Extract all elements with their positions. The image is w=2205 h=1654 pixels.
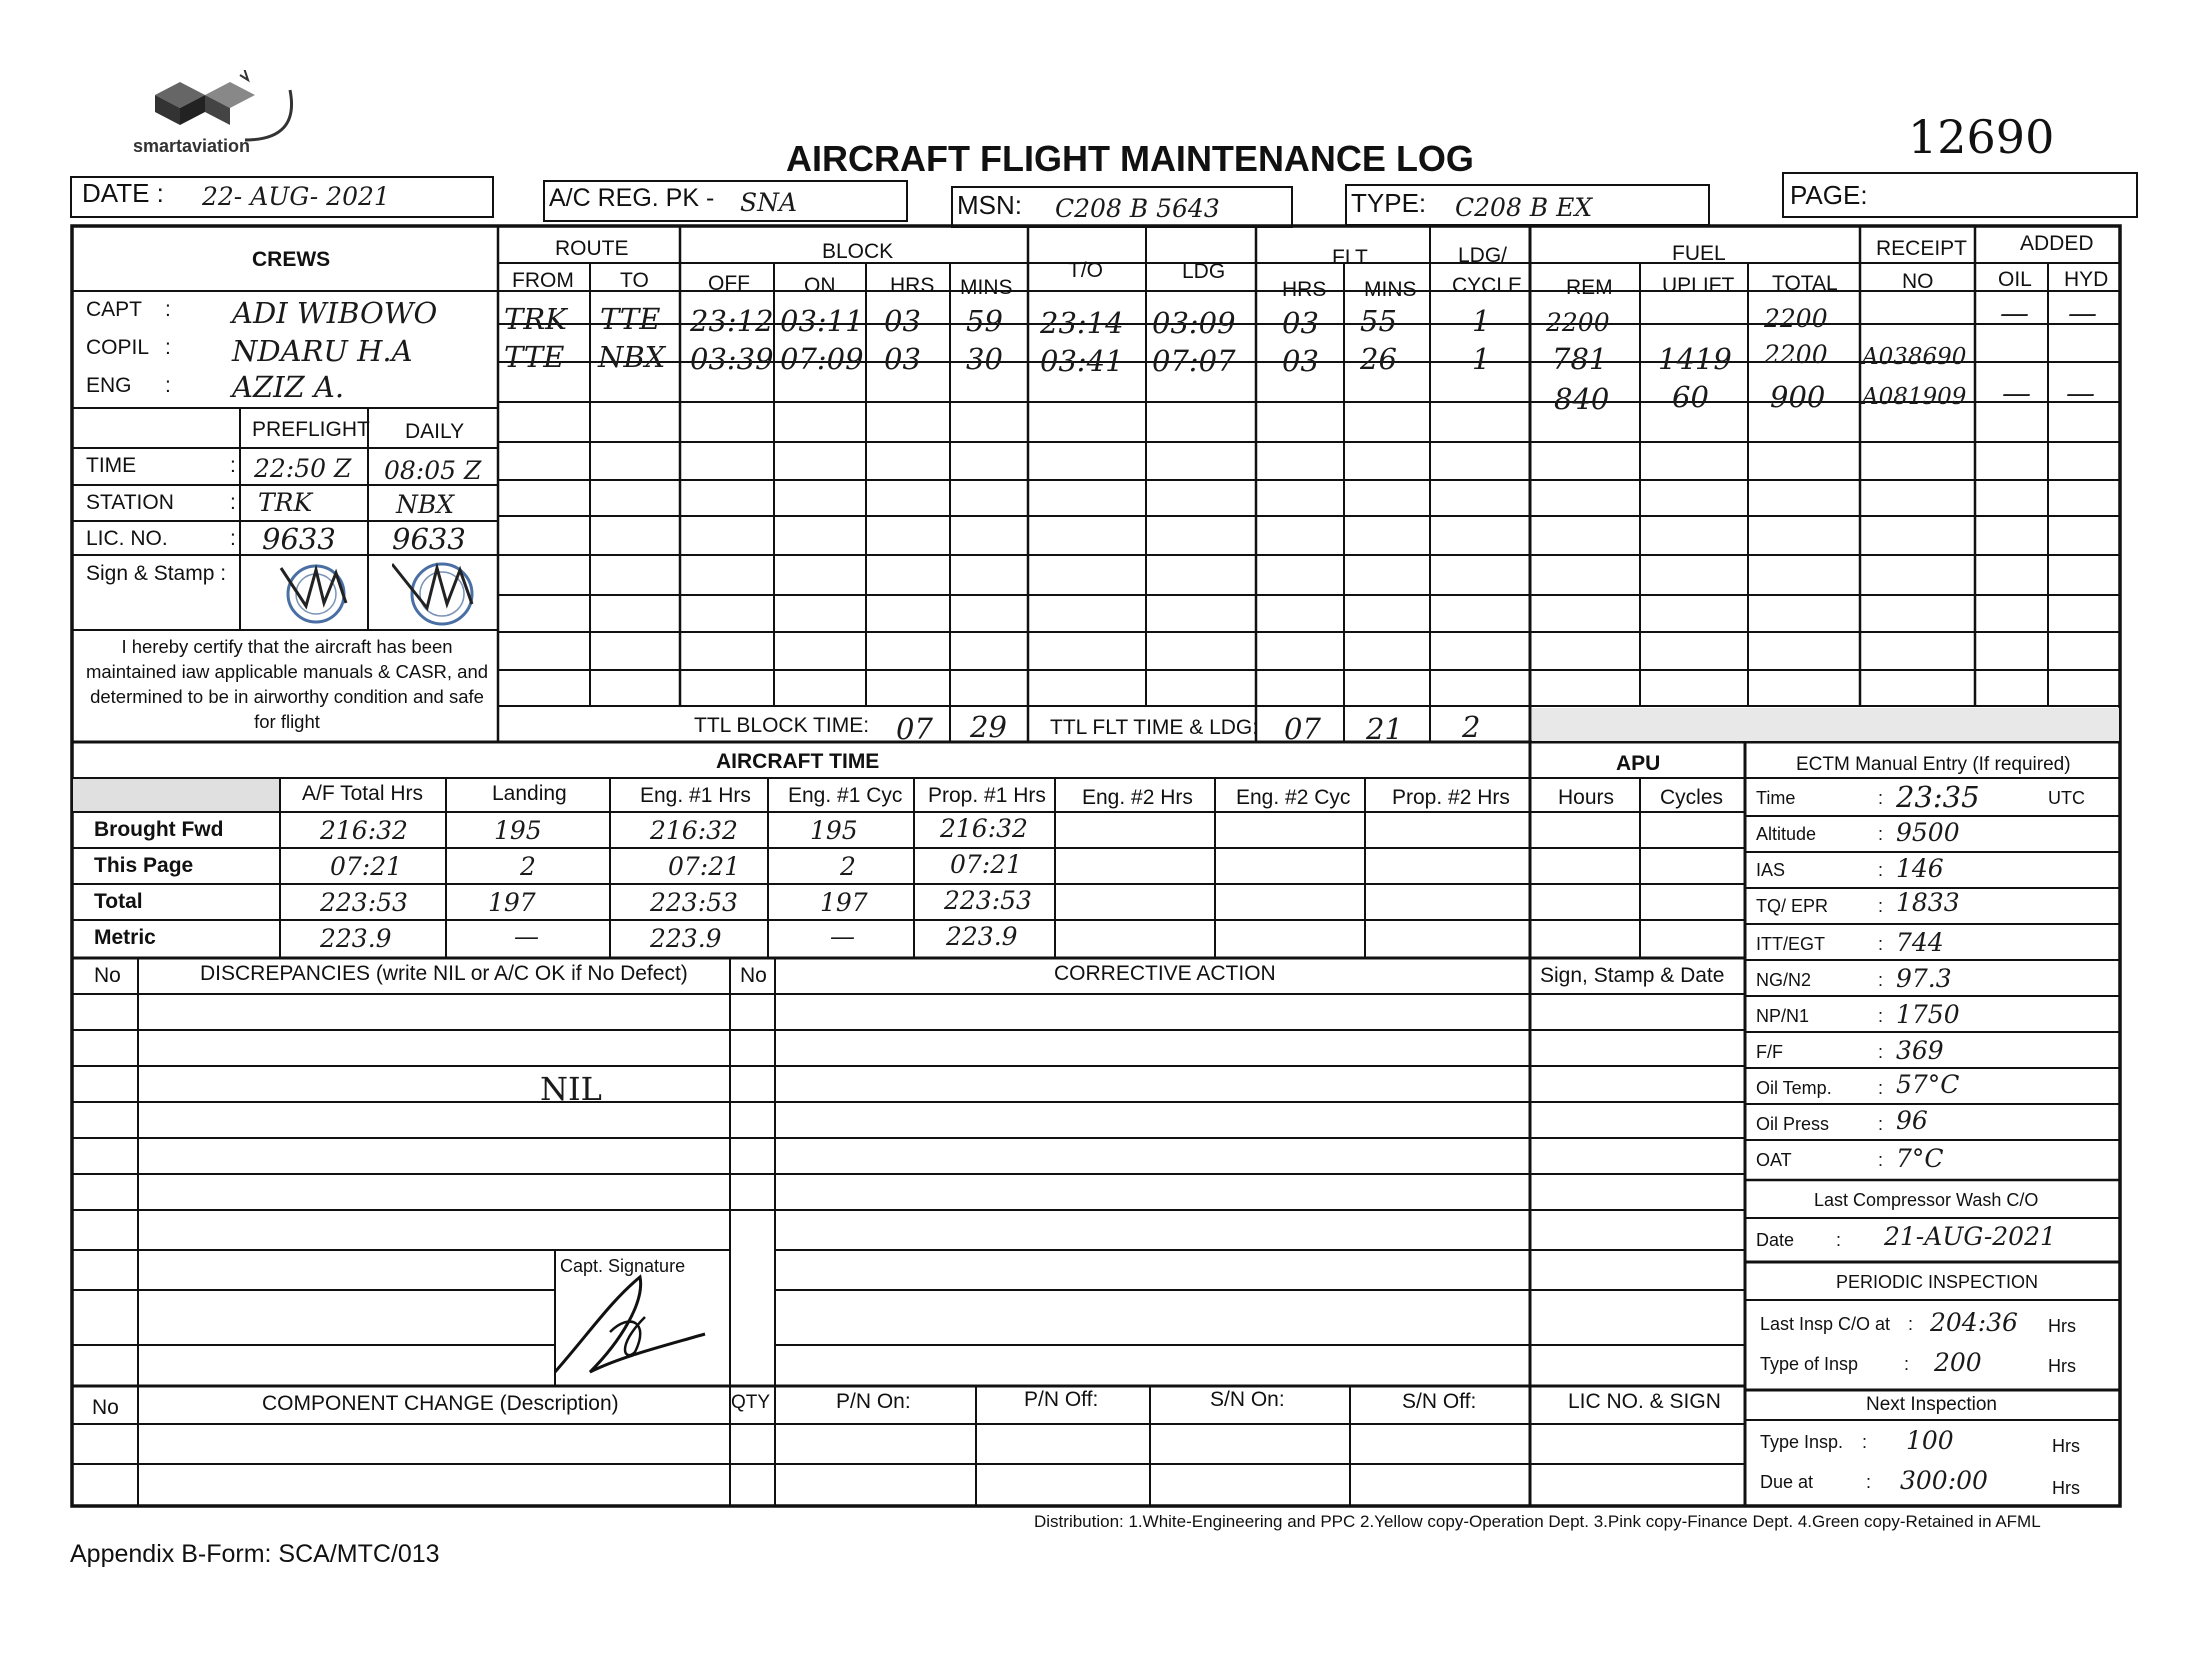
compressor-date-value: 21-AUG-2021	[1884, 1222, 2056, 1251]
type-value: C208 B EX	[1455, 193, 1593, 222]
on-header: ON	[804, 274, 836, 297]
compressor-date-label: Date	[1756, 1230, 1795, 1250]
ectm-colon: :	[1878, 896, 1884, 916]
row1-hrs: 03	[884, 304, 921, 338]
off-header: OFF	[708, 272, 750, 295]
next-type-label: Type Insp.	[1760, 1432, 1844, 1452]
apu-cycles-header: Cycles	[1660, 786, 1724, 809]
row2-hrs: 03	[884, 342, 921, 376]
ttl-flt-mins: 21	[1366, 712, 1403, 746]
cell-af: 07:21	[330, 852, 403, 881]
preflight-stamp	[276, 558, 356, 626]
receipt-header-1: RECEIPT	[1876, 237, 1968, 260]
ectm-colon: :	[1878, 934, 1884, 954]
ectm-ff-value: 369	[1896, 1036, 1944, 1065]
corrective-action-header: CORRECTIVE ACTION	[1054, 962, 1276, 985]
added-header: ADDED	[2020, 232, 2094, 255]
sn-off-header: S/N Off:	[1402, 1390, 1477, 1413]
row2-flt-hrs: 03	[1282, 344, 1319, 378]
eng-colon: :	[165, 374, 171, 397]
from-header: FROM	[512, 269, 574, 292]
ectm-time-value: 23:35	[1896, 780, 1980, 814]
row-label: Brought Fwd	[94, 818, 224, 841]
fuel-header: FUEL	[1672, 242, 1726, 265]
row3-total: 900	[1770, 380, 1826, 414]
next-type-unit: Hrs	[2052, 1436, 2080, 1456]
ectm-altitude-value: 9500	[1896, 818, 1960, 847]
row2-mins: 30	[966, 342, 1003, 376]
ectm-itt-label: ITT/EGT	[1756, 934, 1825, 954]
route-header: ROUTE	[555, 237, 629, 260]
cell-landing: 2	[520, 852, 536, 881]
row1-from: TRK	[504, 302, 567, 336]
row1-hyd: —	[2068, 296, 2097, 330]
ectm-colon: :	[1878, 1150, 1884, 1170]
copil-colon: :	[165, 336, 171, 359]
cell-eng1-cyc: 197	[820, 888, 868, 917]
station-colon: :	[230, 491, 236, 514]
msn-value: C208 B 5643	[1055, 194, 1220, 223]
type-insp-label: Type of Insp	[1760, 1354, 1859, 1374]
row3-hyd: —	[2066, 376, 2095, 410]
capt-name: ADI WIBOWO	[232, 296, 438, 330]
copil-name: NDARU H.A	[232, 334, 413, 368]
cell-prop1: 216:32	[940, 814, 1028, 843]
row3-rem: 840	[1554, 382, 1610, 416]
ectm-ias-value: 146	[1896, 854, 1944, 883]
row2-ldg: 07:07	[1152, 344, 1236, 378]
row-label: This Page	[94, 854, 194, 877]
row2-on: 07:09	[780, 342, 864, 376]
corrective-no-header: No	[740, 964, 767, 987]
block-hrs-header: HRS	[890, 274, 935, 297]
receipt-header-2: NO	[1902, 270, 1934, 293]
col-prop2-hrs: Prop. #2 Hrs	[1392, 786, 1510, 809]
capt-label: CAPT	[86, 298, 143, 321]
row1-mins: 59	[966, 304, 1003, 338]
daily-station: NBX	[396, 490, 455, 519]
row2-rem: 781	[1552, 342, 1608, 376]
ectm-ng-label: NG/N2	[1756, 970, 1812, 990]
row1-ldg: 03:09	[1152, 306, 1236, 340]
row1-total: 2200	[1764, 304, 1828, 333]
ectm-colon: :	[1878, 1042, 1884, 1062]
due-at-colon: :	[1866, 1472, 1872, 1492]
hyd-header: HYD	[2064, 268, 2109, 291]
row1-rem: 2200	[1546, 308, 1610, 337]
serial-number: 12690	[1908, 110, 2055, 164]
row1-to: TTE	[600, 302, 661, 336]
row2-total: 2200	[1764, 340, 1828, 369]
ectm-time-unit: UTC	[2048, 788, 2085, 808]
type-insp-colon: :	[1904, 1354, 1910, 1374]
certify-statement: I hereby certify that the aircraft has been maintained iaw applicable manuals & CASR, and determined to be in airworthy condition and safe for flight	[85, 636, 489, 732]
row1-cycle: 1	[1472, 304, 1491, 338]
flt-header: FLT	[1332, 246, 1368, 269]
col-af-total: A/F Total Hrs	[302, 782, 423, 805]
due-at-unit: Hrs	[2052, 1478, 2080, 1498]
last-insp-unit: Hrs	[2048, 1316, 2076, 1336]
ldg-header: LDG	[1182, 260, 1226, 283]
cell-eng1-hrs: 223.9	[650, 924, 722, 953]
cell-af: 216:32	[320, 816, 408, 845]
row-label: Total	[94, 890, 143, 913]
cell-prop1: 223:53	[944, 886, 1032, 915]
daily-stamp	[392, 556, 482, 628]
row2-from: TTE	[504, 340, 565, 374]
cell-eng1-cyc: —	[830, 922, 855, 951]
discrepancies-header: DISCREPANCIES (write NIL or A/C OK if No Defect)	[200, 962, 688, 985]
row2-cycle: 1	[1472, 342, 1491, 376]
row3-uplift: 60	[1672, 380, 1709, 414]
daily-time: 08:05 Z	[384, 456, 482, 485]
msn-label: MSN:	[957, 190, 1022, 220]
ectm-ng-value: 97.3	[1896, 964, 1952, 993]
page-label: PAGE:	[1790, 180, 1868, 210]
ectm-ff-label: F/F	[1756, 1042, 1783, 1062]
ttl-flt-label: TTL FLT TIME & LDG:	[1050, 716, 1259, 739]
capt-colon: :	[165, 298, 171, 321]
time-label: TIME	[86, 454, 137, 477]
ldg-cycle-header-2: CYCLE	[1452, 274, 1523, 297]
ectm-oil-press-value: 96	[1896, 1106, 1928, 1135]
eng-label: ENG	[86, 374, 132, 397]
block-mins-header: MINS	[960, 276, 1013, 299]
ectm-colon: :	[1878, 970, 1884, 990]
to-time-header: T/O	[1068, 259, 1103, 282]
total-header: TOTAL	[1772, 272, 1838, 295]
ectm-altitude-label: Altitude	[1756, 824, 1817, 844]
row2-to: NBX	[598, 340, 666, 374]
capt-signature-label: Capt. Signature	[560, 1256, 686, 1276]
ectm-time-label: Time	[1756, 788, 1796, 808]
row-label: Metric	[94, 926, 156, 949]
last-insp-label: Last Insp C/O at	[1760, 1314, 1891, 1334]
compressor-wash-title: Last Compressor Wash C/O	[1814, 1190, 2039, 1210]
next-inspection-title: Next Inspection	[1866, 1394, 1997, 1415]
form-number: Appendix B-Form: SCA/MTC/013	[70, 1540, 440, 1568]
row1-flt-hrs: 03	[1282, 306, 1319, 340]
eng-name: AZIZ A.	[232, 370, 345, 404]
reg-label: A/C REG. PK -	[549, 184, 715, 212]
cell-prop1: 07:21	[950, 850, 1023, 879]
cell-eng1-hrs: 07:21	[668, 852, 741, 881]
discrepancy-entry: NIL	[540, 1070, 602, 1108]
col-prop1-hrs: Prop. #1 Hrs	[928, 784, 1046, 807]
ectm-oil-temp-value: 57°C	[1896, 1070, 1960, 1099]
col-eng2-cyc: Eng. #2 Cyc	[1236, 786, 1351, 809]
ectm-title: ECTM Manual Entry (If required)	[1796, 754, 2071, 775]
next-type-value: 100	[1906, 1426, 1954, 1455]
ectm-tq-value: 1833	[1896, 888, 1960, 917]
sn-on-header: S/N On:	[1210, 1388, 1285, 1411]
ectm-np-value: 1750	[1896, 1000, 1960, 1029]
ectm-itt-value: 744	[1896, 928, 1944, 957]
daily-lic: 9633	[392, 522, 466, 556]
discrepancy-no-header: No	[94, 964, 121, 987]
col-eng1-hrs: Eng. #1 Hrs	[640, 784, 751, 807]
ttl-flt-hrs: 07	[1284, 712, 1321, 746]
due-at-value: 300:00	[1900, 1466, 1988, 1495]
block-header: BLOCK	[822, 240, 894, 263]
type-insp-unit: Hrs	[2048, 1356, 2076, 1376]
col-eng2-hrs: Eng. #2 Hrs	[1082, 786, 1193, 809]
col-landing: Landing	[492, 782, 567, 805]
cell-prop1: 223.9	[946, 922, 1018, 951]
pn-off-header: P/N Off:	[1024, 1388, 1099, 1411]
lic-sign-header: LIC NO. & SIGN	[1568, 1390, 1721, 1413]
ectm-colon: :	[1878, 1006, 1884, 1026]
row2-uplift: 1419	[1658, 342, 1732, 376]
type-label: TYPE:	[1351, 188, 1427, 218]
aircraft-time-title: AIRCRAFT TIME	[716, 750, 880, 773]
preflight-lic: 9633	[262, 522, 336, 556]
lic-colon: :	[230, 527, 236, 550]
due-at-label: Due at	[1760, 1472, 1814, 1492]
qty-header: QTY	[731, 1392, 771, 1413]
pn-on-header: P/N On:	[836, 1390, 911, 1413]
apu-title: APU	[1616, 752, 1661, 775]
cell-eng1-hrs: 216:32	[650, 816, 738, 845]
cell-eng1-hrs: 223:53	[650, 888, 738, 917]
flt-mins-header: MINS	[1364, 278, 1417, 301]
ttl-block-label: TTL BLOCK TIME:	[694, 714, 870, 737]
periodic-inspection-title: PERIODIC INSPECTION	[1836, 1272, 2039, 1292]
ldg-cycle-header-1: LDG/	[1458, 244, 1508, 267]
component-change-header: COMPONENT CHANGE (Description)	[262, 1392, 619, 1415]
uplift-header: UPLIFT	[1662, 274, 1735, 297]
crews-header: CREWS	[252, 248, 331, 271]
compressor-colon: :	[1836, 1230, 1842, 1250]
last-insp-colon: :	[1908, 1314, 1914, 1334]
time-colon: :	[230, 454, 236, 477]
row2-off: 03:39	[690, 342, 774, 376]
next-type-colon: :	[1862, 1432, 1868, 1452]
cell-eng1-cyc: 195	[810, 816, 858, 845]
type-insp-value: 200	[1934, 1348, 1982, 1377]
row1-flt-mins: 55	[1360, 304, 1397, 338]
apu-hours-header: Hours	[1558, 786, 1615, 809]
row3-receipt: A081909	[1862, 384, 1967, 410]
daily-header: DAILY	[405, 420, 465, 443]
cell-landing: 195	[494, 816, 542, 845]
ectm-oat-label: OAT	[1756, 1150, 1792, 1170]
distribution-note: Distribution: 1.White-Engineering and PPC 2.Yellow copy-Operation Dept. 3.Pink copy-Finance Dept. 4.Green copy-Retained in AFML	[1034, 1512, 2041, 1531]
rem-header: REM	[1566, 276, 1613, 299]
copil-label: COPIL	[86, 336, 150, 359]
reg-value: SNA	[740, 188, 798, 217]
to-header: TO	[620, 269, 649, 292]
cell-af: 223:53	[320, 888, 408, 917]
ectm-colon: :	[1878, 860, 1884, 880]
col-eng1-cyc: Eng. #1 Cyc	[788, 784, 903, 807]
date-value: 22- AUG- 2021	[202, 182, 390, 211]
row1-takeoff: 23:14	[1040, 306, 1124, 340]
preflight-station: TRK	[258, 488, 313, 517]
row1-off: 23:12	[690, 304, 774, 338]
station-label: STATION	[86, 491, 174, 514]
cell-af: 223.9	[320, 924, 392, 953]
ectm-colon: :	[1878, 1114, 1884, 1134]
ectm-oil-temp-label: Oil Temp.	[1756, 1078, 1832, 1098]
date-label: DATE :	[82, 178, 164, 208]
ectm-oat-value: 7°C	[1896, 1144, 1944, 1173]
row1-on: 03:11	[780, 304, 864, 338]
row2-receipt: A038690	[1862, 344, 1967, 370]
ectm-tq-label: TQ/ EPR	[1756, 896, 1829, 916]
page-title: AIRCRAFT FLIGHT MAINTENANCE LOG	[786, 138, 1474, 179]
last-insp-value: 204:36	[1930, 1308, 2018, 1337]
sign-stamp-date-header: Sign, Stamp & Date	[1540, 964, 1725, 987]
ttl-block-mins: 29	[970, 710, 1007, 744]
cell-eng1-cyc: 2	[840, 852, 856, 881]
ectm-ias-label: IAS	[1756, 860, 1786, 880]
ectm-colon: :	[1878, 824, 1884, 844]
row2-takeoff: 03:41	[1040, 344, 1124, 378]
cell-landing: 197	[488, 888, 536, 917]
ectm-oil-press-label: Oil Press	[1756, 1114, 1830, 1134]
component-no-header: No	[92, 1396, 119, 1419]
ttl-ldg: 2	[1462, 710, 1481, 744]
row1-oil: —	[2000, 296, 2029, 330]
preflight-header: PREFLIGHT	[252, 418, 370, 441]
oil-header: OIL	[1998, 268, 2032, 291]
ttl-block-hrs: 07	[896, 712, 933, 746]
ectm-np-label: NP/N1	[1756, 1006, 1810, 1026]
row2-flt-mins: 26	[1360, 342, 1397, 376]
captain-signature	[550, 1262, 710, 1382]
row3-oil: —	[2002, 376, 2031, 410]
cell-landing: —	[514, 922, 539, 951]
preflight-time: 22:50 Z	[254, 454, 352, 483]
ectm-colon: :	[1878, 788, 1884, 808]
flt-hrs-header: HRS	[1282, 278, 1327, 301]
sign-stamp-label: Sign & Stamp :	[86, 562, 227, 585]
lic-label: LIC. NO.	[86, 527, 168, 550]
company-name: smartaviation	[133, 136, 251, 156]
ectm-colon: :	[1878, 1078, 1884, 1098]
